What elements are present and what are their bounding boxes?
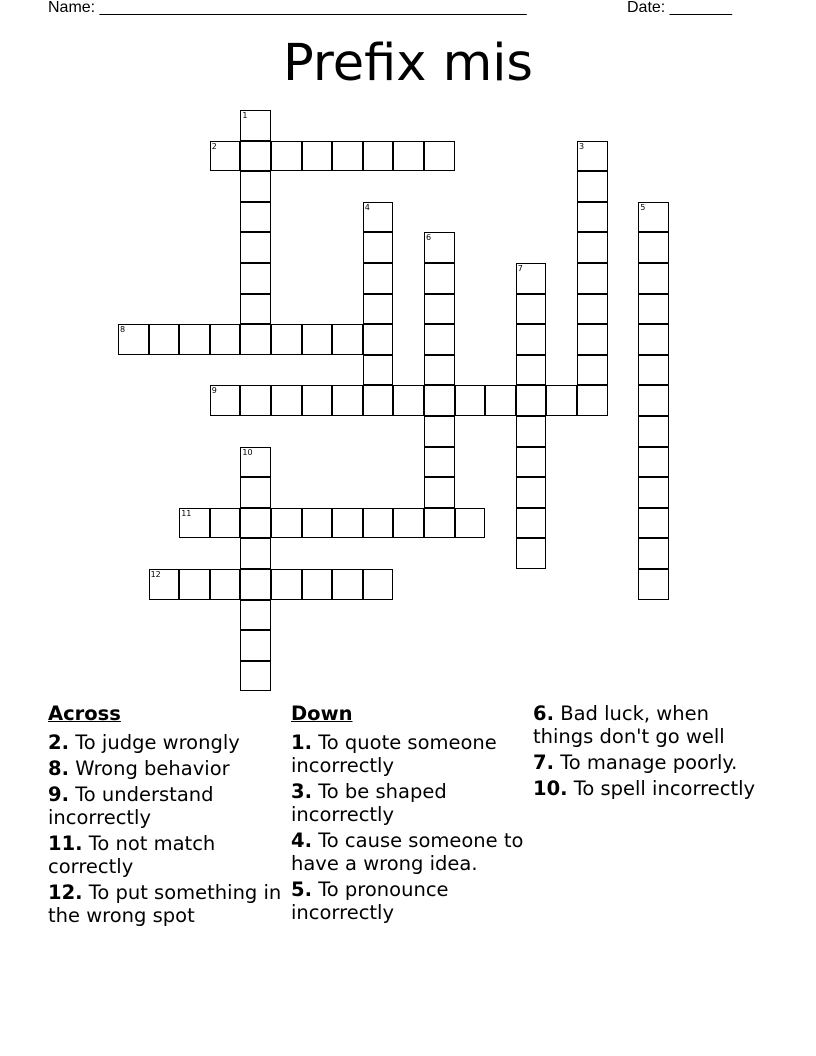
grid-cell[interactable]: [240, 141, 271, 172]
clue-down-10: [533, 777, 769, 800]
cell-number: 7: [517, 264, 523, 273]
clue-text: To pronounce incorrectly: [291, 878, 449, 924]
cell-number: 11: [181, 508, 192, 518]
grid-cell[interactable]: [363, 355, 394, 386]
grid-cell[interactable]: [638, 538, 669, 569]
grid-cell[interactable]: [577, 171, 608, 202]
clue-text: To put something in the wrong spot: [48, 881, 282, 927]
grid-cell[interactable]: [516, 508, 547, 539]
grid-cell[interactable]: [455, 508, 486, 539]
grid-cell[interactable]: [240, 202, 271, 233]
clue-text: To understand incorrectly: [48, 783, 214, 829]
cell-number: 5: [640, 202, 646, 212]
grid-cell[interactable]: [240, 324, 271, 355]
grid-cell[interactable]: [638, 202, 669, 233]
grid-cell[interactable]: [577, 141, 608, 172]
grid-cell[interactable]: [516, 263, 547, 294]
grid-cell[interactable]: [302, 141, 333, 172]
grid-cell[interactable]: [240, 477, 271, 508]
grid-cell[interactable]: [516, 294, 547, 325]
grid-cell[interactable]: [393, 508, 424, 539]
clue-across-8: [48, 757, 284, 780]
grid-cell[interactable]: [577, 232, 608, 263]
grid-cell[interactable]: [240, 447, 271, 478]
grid-cell[interactable]: [424, 416, 455, 447]
grid-cell[interactable]: [332, 569, 363, 600]
clue-across-11: [48, 832, 284, 878]
clue-number: 12.: [48, 881, 83, 904]
grid-cell[interactable]: [363, 263, 394, 294]
grid-cell[interactable]: [240, 630, 271, 661]
grid-cell[interactable]: [516, 447, 547, 478]
grid-cell[interactable]: [332, 324, 363, 355]
grid-cell[interactable]: [516, 385, 547, 416]
clue-down-5: [291, 878, 527, 924]
page-title: Prefix mis: [282, 34, 534, 93]
clue-text: To judge wrongly: [75, 731, 240, 754]
grid-cell[interactable]: [424, 385, 455, 416]
clue-down-1: [291, 731, 527, 777]
grid-cell[interactable]: [393, 385, 424, 416]
grid-cell[interactable]: [149, 324, 180, 355]
clue-text: To not match correctly: [48, 832, 216, 878]
grid-cell[interactable]: [363, 385, 394, 416]
grid-cell[interactable]: [577, 263, 608, 294]
cell-number: 3: [579, 141, 585, 151]
clue-text: Wrong behavior: [75, 757, 230, 780]
grid-cell[interactable]: [271, 569, 302, 600]
name-field[interactable]: Name: ________________________________________________: [48, 0, 527, 16]
clue-across-9: [48, 783, 284, 829]
grid-cell[interactable]: [516, 416, 547, 447]
grid-cell[interactable]: [240, 232, 271, 263]
down-clues-continued: [533, 702, 769, 803]
clue-text: To manage poorly.: [560, 751, 738, 774]
grid-cell[interactable]: [271, 324, 302, 355]
grid-cell[interactable]: [149, 569, 180, 600]
grid-cell[interactable]: [302, 508, 333, 539]
grid-cell[interactable]: [302, 385, 333, 416]
grid-cell[interactable]: [638, 263, 669, 294]
grid-cell[interactable]: [240, 385, 271, 416]
clue-down-3: [291, 780, 527, 826]
grid-cell[interactable]: [424, 232, 455, 263]
grid-cell[interactable]: [332, 508, 363, 539]
grid-cell[interactable]: [240, 294, 271, 325]
across-heading: Across: [48, 702, 121, 725]
grid-cell[interactable]: [363, 141, 394, 172]
clue-text: To be shaped incorrectly: [291, 780, 447, 826]
grid-cell[interactable]: [240, 508, 271, 539]
grid-cell[interactable]: [271, 141, 302, 172]
grid-cell[interactable]: [240, 171, 271, 202]
grid-cell[interactable]: [179, 324, 210, 355]
grid-cell[interactable]: [363, 569, 394, 600]
clue-number: 7.: [533, 751, 554, 774]
cell-number: 12: [150, 570, 161, 579]
grid-cell[interactable]: [424, 355, 455, 386]
grid-cell[interactable]: [424, 508, 455, 539]
grid-cell[interactable]: [210, 141, 241, 172]
clue-text: Bad luck, when things don't go well: [533, 702, 725, 748]
grid-cell[interactable]: [302, 324, 333, 355]
grid-cell[interactable]: [577, 355, 608, 386]
grid-cell[interactable]: [363, 508, 394, 539]
cell-number: 4: [364, 202, 370, 212]
grid-cell[interactable]: [424, 294, 455, 325]
grid-cell[interactable]: [516, 477, 547, 508]
grid-cell[interactable]: [638, 416, 669, 447]
grid-cell[interactable]: [302, 569, 333, 600]
clue-text: To quote someone incorrectly: [291, 731, 497, 777]
date-field[interactable]: Date: _______: [627, 0, 732, 16]
grid-cell[interactable]: [363, 294, 394, 325]
grid-cell[interactable]: [577, 324, 608, 355]
cell-number: 6: [426, 233, 432, 243]
grid-cell[interactable]: [271, 508, 302, 539]
clue-number: 8.: [48, 757, 69, 780]
grid-cell[interactable]: [424, 447, 455, 478]
grid-cell[interactable]: [240, 600, 271, 631]
clue-across-2: [48, 731, 284, 754]
grid-cell[interactable]: [516, 324, 547, 355]
grid-cell[interactable]: [638, 477, 669, 508]
clue-number: 3.: [291, 780, 312, 803]
grid-cell[interactable]: [393, 141, 424, 172]
grid-cell[interactable]: [455, 385, 486, 416]
grid-cell[interactable]: [516, 538, 547, 569]
clue-text: To cause someone to have a wrong idea.: [291, 829, 524, 875]
clue-number: 5.: [291, 878, 312, 901]
clue-across-12: [48, 881, 284, 927]
grid-cell[interactable]: [210, 385, 241, 416]
cell-number: 8: [120, 325, 126, 335]
grid-cell[interactable]: [240, 569, 271, 600]
clue-down-7: [533, 751, 769, 774]
clue-number: 4.: [291, 829, 312, 852]
grid-cell[interactable]: [638, 385, 669, 416]
grid-cell[interactable]: [424, 141, 455, 172]
grid-cell[interactable]: [240, 538, 271, 569]
grid-cell[interactable]: [577, 385, 608, 416]
cell-number: 1: [242, 111, 248, 120]
grid-cell[interactable]: [424, 263, 455, 294]
grid-cell[interactable]: [424, 324, 455, 355]
grid-cell[interactable]: [210, 569, 241, 600]
grid-cell[interactable]: [638, 324, 669, 355]
grid-cell[interactable]: [240, 110, 271, 141]
grid-cell[interactable]: [210, 508, 241, 539]
clue-number: 10.: [533, 777, 568, 800]
cell-number: 10: [242, 447, 253, 457]
grid-cell[interactable]: [638, 569, 669, 600]
cell-number: 2: [211, 141, 217, 151]
clue-number: 1.: [291, 731, 312, 754]
grid-cell[interactable]: [240, 661, 271, 692]
clue-number: 9.: [48, 783, 69, 806]
clue-number: 6.: [533, 702, 554, 725]
grid-cell[interactable]: [638, 355, 669, 386]
clue-text: To spell incorrectly: [573, 777, 756, 800]
clue-number: 2.: [48, 731, 69, 754]
down-clues: [291, 702, 527, 927]
grid-cell[interactable]: [546, 385, 577, 416]
grid-cell[interactable]: [118, 324, 149, 355]
grid-cell[interactable]: [210, 324, 241, 355]
clue-down-4: [291, 829, 527, 875]
grid-cell[interactable]: [363, 324, 394, 355]
clue-down-6: [533, 702, 769, 748]
grid-cell[interactable]: [332, 141, 363, 172]
grid-cell[interactable]: [638, 508, 669, 539]
grid-cell[interactable]: [424, 477, 455, 508]
grid-cell[interactable]: [271, 385, 302, 416]
down-heading: Down: [291, 702, 353, 725]
grid-cell[interactable]: [577, 294, 608, 325]
grid-cell[interactable]: [638, 294, 669, 325]
grid-cell[interactable]: [363, 202, 394, 233]
grid-cell[interactable]: [577, 202, 608, 233]
grid-cell[interactable]: [638, 232, 669, 263]
grid-cell[interactable]: [240, 263, 271, 294]
cell-number: 9: [211, 386, 217, 396]
across-clues: [48, 702, 284, 930]
grid-cell[interactable]: [485, 385, 516, 416]
grid-cell[interactable]: [179, 569, 210, 600]
grid-cell[interactable]: [363, 232, 394, 263]
grid-cell[interactable]: [638, 447, 669, 478]
grid-cell[interactable]: [516, 355, 547, 386]
grid-cell[interactable]: [179, 508, 210, 539]
clue-number: 11.: [48, 832, 83, 855]
grid-cell[interactable]: [332, 385, 363, 416]
